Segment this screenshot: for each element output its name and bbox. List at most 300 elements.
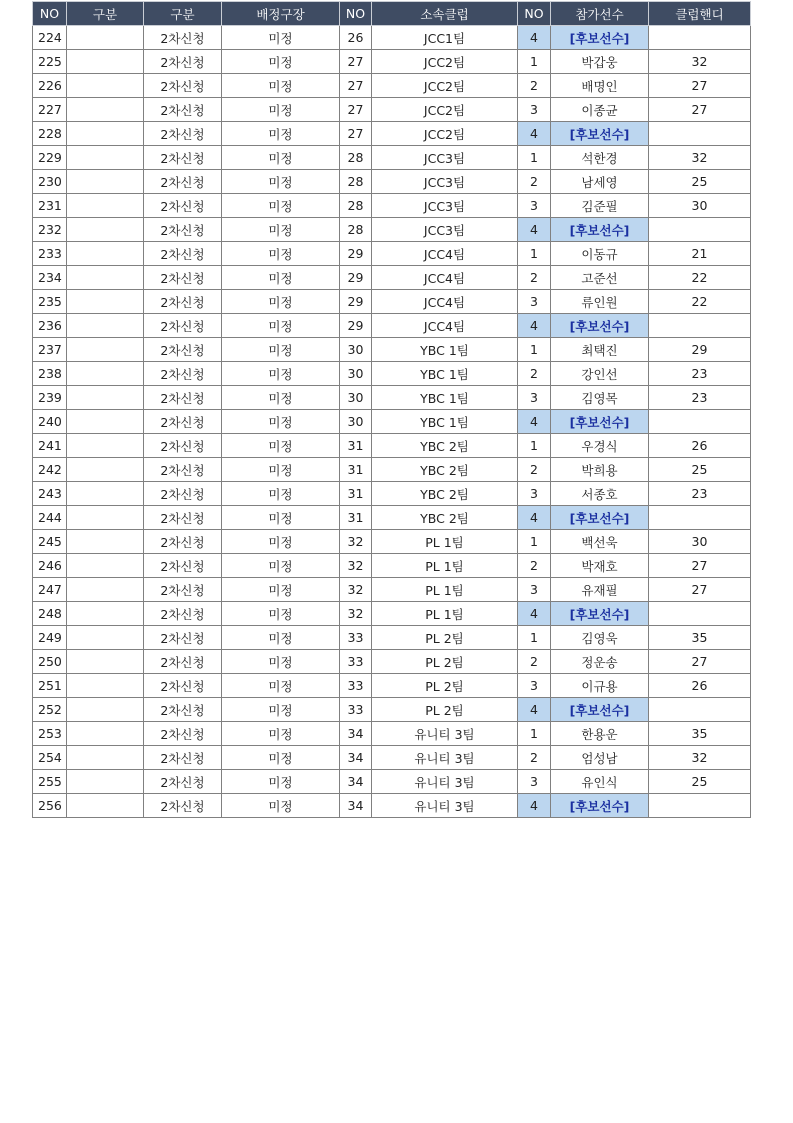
cell-player: [후보선수] <box>551 410 649 434</box>
cell-category-2: 2차신청 <box>144 26 222 50</box>
cell-category-2: 2차신청 <box>144 146 222 170</box>
cell-category-1 <box>67 530 144 554</box>
cell-player-no: 1 <box>518 722 551 746</box>
cell-no: 241 <box>33 434 67 458</box>
cell-team-no: 33 <box>340 698 372 722</box>
cell-player-no: 2 <box>518 74 551 98</box>
cell-team-no: 28 <box>340 218 372 242</box>
cell-category-1 <box>67 146 144 170</box>
cell-no: 233 <box>33 242 67 266</box>
cell-team-no: 34 <box>340 770 372 794</box>
header-player-no: NO <box>518 2 551 26</box>
cell-player-no: 4 <box>518 122 551 146</box>
cell-club: YBC 2팀 <box>372 434 518 458</box>
cell-player: 정운송 <box>551 650 649 674</box>
cell-player: [후보선수] <box>551 698 649 722</box>
table-row <box>33 530 751 554</box>
cell-player: 박재호 <box>551 554 649 578</box>
cell-player: 유재필 <box>551 578 649 602</box>
cell-no: 224 <box>33 26 67 50</box>
cell-no: 244 <box>33 506 67 530</box>
cell-club: PL 2팀 <box>372 674 518 698</box>
cell-club-handicap: 21 <box>649 242 751 266</box>
cell-player: 서종호 <box>551 482 649 506</box>
table-row <box>33 554 751 578</box>
cell-category-2: 2차신청 <box>144 530 222 554</box>
cell-player: 김준필 <box>551 194 649 218</box>
cell-category-1 <box>67 482 144 506</box>
cell-category-1 <box>67 410 144 434</box>
cell-club: JCC4팀 <box>372 242 518 266</box>
table-row <box>33 482 751 506</box>
cell-venue: 미정 <box>222 242 340 266</box>
cell-team-no: 29 <box>340 314 372 338</box>
cell-player-no: 4 <box>518 26 551 50</box>
cell-club-handicap: 30 <box>649 530 751 554</box>
cell-player: 남세영 <box>551 170 649 194</box>
table-row <box>33 362 751 386</box>
header-club: 소속클럽 <box>372 2 518 26</box>
cell-category-1 <box>67 338 144 362</box>
cell-club: PL 1팀 <box>372 554 518 578</box>
cell-team-no: 28 <box>340 170 372 194</box>
cell-team-no: 28 <box>340 194 372 218</box>
cell-club-handicap: 23 <box>649 362 751 386</box>
cell-player-no: 2 <box>518 458 551 482</box>
table-row <box>33 602 751 626</box>
cell-no: 230 <box>33 170 67 194</box>
cell-category-1 <box>67 266 144 290</box>
cell-category-2: 2차신청 <box>144 674 222 698</box>
cell-no: 252 <box>33 698 67 722</box>
cell-team-no: 29 <box>340 290 372 314</box>
cell-club: JCC3팀 <box>372 218 518 242</box>
cell-category-1 <box>67 386 144 410</box>
cell-category-2: 2차신청 <box>144 98 222 122</box>
header-venue: 배정구장 <box>222 2 340 26</box>
cell-no: 227 <box>33 98 67 122</box>
cell-category-1 <box>67 458 144 482</box>
cell-player-no: 1 <box>518 530 551 554</box>
cell-player-no: 3 <box>518 194 551 218</box>
cell-category-1 <box>67 674 144 698</box>
cell-category-1 <box>67 314 144 338</box>
table-row <box>33 74 751 98</box>
cell-club-handicap: 26 <box>649 434 751 458</box>
roster-table <box>32 1 751 818</box>
cell-team-no: 33 <box>340 674 372 698</box>
table-row <box>33 386 751 410</box>
cell-team-no: 28 <box>340 146 372 170</box>
cell-club-handicap: 32 <box>649 50 751 74</box>
cell-player-no: 4 <box>518 602 551 626</box>
cell-player-no: 4 <box>518 794 551 818</box>
table-row <box>33 650 751 674</box>
cell-category-2: 2차신청 <box>144 602 222 626</box>
cell-player: 유인식 <box>551 770 649 794</box>
cell-player: [후보선수] <box>551 26 649 50</box>
cell-venue: 미정 <box>222 74 340 98</box>
table-row <box>33 770 751 794</box>
cell-player-no: 3 <box>518 386 551 410</box>
cell-player: 박갑웅 <box>551 50 649 74</box>
cell-team-no: 30 <box>340 386 372 410</box>
cell-no: 229 <box>33 146 67 170</box>
cell-club-handicap: 25 <box>649 458 751 482</box>
cell-venue: 미정 <box>222 578 340 602</box>
cell-club: JCC3팀 <box>372 194 518 218</box>
cell-club-handicap: 29 <box>649 338 751 362</box>
cell-venue: 미정 <box>222 530 340 554</box>
cell-club: JCC3팀 <box>372 170 518 194</box>
cell-no: 246 <box>33 554 67 578</box>
cell-venue: 미정 <box>222 50 340 74</box>
cell-team-no: 32 <box>340 554 372 578</box>
cell-player-no: 2 <box>518 650 551 674</box>
cell-player-no: 3 <box>518 770 551 794</box>
cell-player: 한용운 <box>551 722 649 746</box>
cell-player-no: 2 <box>518 266 551 290</box>
table-row <box>33 26 751 50</box>
cell-club-handicap: 22 <box>649 290 751 314</box>
cell-venue: 미정 <box>222 98 340 122</box>
cell-club-handicap: 27 <box>649 650 751 674</box>
cell-club-handicap: 23 <box>649 386 751 410</box>
cell-category-1 <box>67 194 144 218</box>
cell-venue: 미정 <box>222 386 340 410</box>
cell-team-no: 34 <box>340 746 372 770</box>
cell-player: [후보선수] <box>551 602 649 626</box>
cell-club-handicap: 27 <box>649 74 751 98</box>
cell-category-1 <box>67 242 144 266</box>
cell-venue: 미정 <box>222 266 340 290</box>
cell-club-handicap: 27 <box>649 578 751 602</box>
cell-player-no: 1 <box>518 146 551 170</box>
cell-venue: 미정 <box>222 146 340 170</box>
cell-no: 225 <box>33 50 67 74</box>
table-row <box>33 98 751 122</box>
cell-no: 243 <box>33 482 67 506</box>
cell-category-2: 2차신청 <box>144 242 222 266</box>
roster-body <box>33 26 751 818</box>
cell-no: 232 <box>33 218 67 242</box>
cell-category-1 <box>67 554 144 578</box>
cell-club: JCC1팀 <box>372 26 518 50</box>
cell-category-1 <box>67 74 144 98</box>
cell-no: 250 <box>33 650 67 674</box>
cell-club: JCC4팀 <box>372 290 518 314</box>
cell-club-handicap: 27 <box>649 554 751 578</box>
cell-venue: 미정 <box>222 482 340 506</box>
cell-player-no: 2 <box>518 554 551 578</box>
cell-venue: 미정 <box>222 626 340 650</box>
cell-club-handicap <box>649 602 751 626</box>
cell-no: 231 <box>33 194 67 218</box>
table-row <box>33 50 751 74</box>
cell-player: [후보선수] <box>551 794 649 818</box>
header-club-handicap: 클럽핸디 <box>649 2 751 26</box>
cell-no: 235 <box>33 290 67 314</box>
cell-player: [후보선수] <box>551 122 649 146</box>
table-row <box>33 122 751 146</box>
cell-player: 최택진 <box>551 338 649 362</box>
cell-club: PL 1팀 <box>372 602 518 626</box>
cell-category-2: 2차신청 <box>144 626 222 650</box>
cell-category-2: 2차신청 <box>144 194 222 218</box>
table-row <box>33 794 751 818</box>
cell-player-no: 2 <box>518 170 551 194</box>
cell-team-no: 29 <box>340 242 372 266</box>
cell-club: JCC2팀 <box>372 122 518 146</box>
table-row <box>33 266 751 290</box>
cell-category-1 <box>67 218 144 242</box>
table-row <box>33 218 751 242</box>
cell-venue: 미정 <box>222 26 340 50</box>
cell-venue: 미정 <box>222 722 340 746</box>
cell-player: 배명인 <box>551 74 649 98</box>
cell-team-no: 27 <box>340 50 372 74</box>
cell-venue: 미정 <box>222 554 340 578</box>
cell-category-1 <box>67 506 144 530</box>
cell-category-2: 2차신청 <box>144 794 222 818</box>
cell-player: [후보선수] <box>551 218 649 242</box>
cell-category-1 <box>67 626 144 650</box>
cell-player-no: 3 <box>518 290 551 314</box>
cell-category-2: 2차신청 <box>144 338 222 362</box>
cell-player-no: 2 <box>518 746 551 770</box>
cell-no: 245 <box>33 530 67 554</box>
cell-category-2: 2차신청 <box>144 746 222 770</box>
table-row <box>33 290 751 314</box>
cell-club: YBC 1팀 <box>372 410 518 434</box>
cell-player: [후보선수] <box>551 506 649 530</box>
cell-category-2: 2차신청 <box>144 482 222 506</box>
cell-team-no: 33 <box>340 626 372 650</box>
cell-club-handicap: 35 <box>649 722 751 746</box>
cell-club: PL 1팀 <box>372 578 518 602</box>
cell-category-2: 2차신청 <box>144 722 222 746</box>
cell-player: 이종균 <box>551 98 649 122</box>
table-row <box>33 458 751 482</box>
cell-club: 유니티 3팀 <box>372 746 518 770</box>
cell-category-1 <box>67 746 144 770</box>
cell-club-handicap <box>649 26 751 50</box>
cell-club: YBC 1팀 <box>372 386 518 410</box>
cell-no: 234 <box>33 266 67 290</box>
cell-player-no: 4 <box>518 506 551 530</box>
cell-player-no: 3 <box>518 98 551 122</box>
cell-category-1 <box>67 578 144 602</box>
cell-player-no: 4 <box>518 218 551 242</box>
cell-category-1 <box>67 26 144 50</box>
cell-category-1 <box>67 98 144 122</box>
cell-player-no: 4 <box>518 314 551 338</box>
cell-club: 유니티 3팀 <box>372 722 518 746</box>
cell-category-2: 2차신청 <box>144 386 222 410</box>
cell-player: 석한경 <box>551 146 649 170</box>
cell-team-no: 32 <box>340 578 372 602</box>
header-player: 참가선수 <box>551 2 649 26</box>
table-row <box>33 698 751 722</box>
cell-team-no: 26 <box>340 26 372 50</box>
table-row <box>33 434 751 458</box>
cell-venue: 미정 <box>222 362 340 386</box>
cell-category-1 <box>67 290 144 314</box>
cell-category-2: 2차신청 <box>144 362 222 386</box>
table-row <box>33 242 751 266</box>
cell-club: PL 2팀 <box>372 626 518 650</box>
cell-venue: 미정 <box>222 674 340 698</box>
cell-player-no: 3 <box>518 674 551 698</box>
cell-club: JCC4팀 <box>372 314 518 338</box>
cell-club: JCC3팀 <box>372 146 518 170</box>
cell-player-no: 3 <box>518 578 551 602</box>
cell-club-handicap <box>649 410 751 434</box>
cell-player: [후보선수] <box>551 314 649 338</box>
cell-category-1 <box>67 650 144 674</box>
cell-team-no: 27 <box>340 122 372 146</box>
cell-club-handicap: 32 <box>649 746 751 770</box>
cell-club-handicap: 27 <box>649 98 751 122</box>
cell-club-handicap <box>649 122 751 146</box>
cell-category-1 <box>67 794 144 818</box>
cell-category-1 <box>67 698 144 722</box>
cell-venue: 미정 <box>222 410 340 434</box>
cell-no: 256 <box>33 794 67 818</box>
cell-club-handicap: 23 <box>649 482 751 506</box>
cell-venue: 미정 <box>222 458 340 482</box>
cell-category-2: 2차신청 <box>144 122 222 146</box>
cell-player: 김영목 <box>551 386 649 410</box>
cell-club-handicap: 22 <box>649 266 751 290</box>
cell-club: JCC4팀 <box>372 266 518 290</box>
cell-club-handicap: 25 <box>649 170 751 194</box>
cell-player: 박희용 <box>551 458 649 482</box>
cell-player: 김영욱 <box>551 626 649 650</box>
cell-venue: 미정 <box>222 122 340 146</box>
cell-club-handicap: 30 <box>649 194 751 218</box>
cell-venue: 미정 <box>222 338 340 362</box>
cell-category-2: 2차신청 <box>144 554 222 578</box>
cell-category-1 <box>67 122 144 146</box>
cell-club: YBC 1팀 <box>372 338 518 362</box>
cell-team-no: 27 <box>340 74 372 98</box>
cell-venue: 미정 <box>222 746 340 770</box>
header-category-2: 구분 <box>144 2 222 26</box>
cell-player-no: 1 <box>518 626 551 650</box>
cell-venue: 미정 <box>222 602 340 626</box>
cell-club: PL 1팀 <box>372 530 518 554</box>
cell-team-no: 31 <box>340 482 372 506</box>
cell-team-no: 32 <box>340 530 372 554</box>
cell-category-1 <box>67 50 144 74</box>
cell-player: 고준선 <box>551 266 649 290</box>
cell-club: YBC 2팀 <box>372 506 518 530</box>
cell-venue: 미정 <box>222 194 340 218</box>
cell-team-no: 30 <box>340 362 372 386</box>
cell-category-2: 2차신청 <box>144 410 222 434</box>
cell-no: 254 <box>33 746 67 770</box>
cell-club-handicap <box>649 218 751 242</box>
cell-team-no: 31 <box>340 458 372 482</box>
cell-no: 237 <box>33 338 67 362</box>
cell-category-2: 2차신청 <box>144 314 222 338</box>
cell-player-no: 1 <box>518 338 551 362</box>
cell-player: 백선욱 <box>551 530 649 554</box>
cell-team-no: 31 <box>340 434 372 458</box>
table-row <box>33 578 751 602</box>
cell-venue: 미정 <box>222 506 340 530</box>
cell-no: 236 <box>33 314 67 338</box>
header-row <box>33 2 751 26</box>
cell-team-no: 34 <box>340 794 372 818</box>
cell-player-no: 1 <box>518 434 551 458</box>
table-row <box>33 338 751 362</box>
cell-team-no: 30 <box>340 410 372 434</box>
cell-category-2: 2차신청 <box>144 290 222 314</box>
cell-category-1 <box>67 602 144 626</box>
table-row <box>33 170 751 194</box>
cell-player: 엄성남 <box>551 746 649 770</box>
cell-club: 유니티 3팀 <box>372 794 518 818</box>
cell-no: 242 <box>33 458 67 482</box>
cell-category-2: 2차신청 <box>144 506 222 530</box>
cell-player: 이동규 <box>551 242 649 266</box>
table-row <box>33 746 751 770</box>
cell-category-1 <box>67 434 144 458</box>
cell-team-no: 31 <box>340 506 372 530</box>
cell-venue: 미정 <box>222 170 340 194</box>
cell-club-handicap <box>649 698 751 722</box>
cell-category-2: 2차신청 <box>144 458 222 482</box>
cell-venue: 미정 <box>222 434 340 458</box>
cell-club: 유니티 3팀 <box>372 770 518 794</box>
table-row <box>33 314 751 338</box>
table-row <box>33 506 751 530</box>
cell-club: PL 2팀 <box>372 698 518 722</box>
cell-team-no: 34 <box>340 722 372 746</box>
cell-player-no: 2 <box>518 362 551 386</box>
cell-team-no: 32 <box>340 602 372 626</box>
cell-category-1 <box>67 770 144 794</box>
cell-category-1 <box>67 170 144 194</box>
header-team-no: NO <box>340 2 372 26</box>
cell-club: YBC 2팀 <box>372 458 518 482</box>
cell-no: 251 <box>33 674 67 698</box>
cell-category-1 <box>67 722 144 746</box>
cell-no: 226 <box>33 74 67 98</box>
cell-no: 238 <box>33 362 67 386</box>
cell-player: 강인선 <box>551 362 649 386</box>
cell-club-handicap: 35 <box>649 626 751 650</box>
cell-no: 248 <box>33 602 67 626</box>
cell-club: YBC 2팀 <box>372 482 518 506</box>
table-row <box>33 626 751 650</box>
cell-category-2: 2차신청 <box>144 170 222 194</box>
cell-category-1 <box>67 362 144 386</box>
header-no: NO <box>33 2 67 26</box>
cell-club: YBC 1팀 <box>372 362 518 386</box>
cell-venue: 미정 <box>222 650 340 674</box>
cell-no: 253 <box>33 722 67 746</box>
cell-player-no: 1 <box>518 50 551 74</box>
cell-player-no: 1 <box>518 242 551 266</box>
cell-team-no: 30 <box>340 338 372 362</box>
cell-club-handicap <box>649 506 751 530</box>
cell-team-no: 29 <box>340 266 372 290</box>
cell-no: 228 <box>33 122 67 146</box>
cell-club: JCC2팀 <box>372 50 518 74</box>
